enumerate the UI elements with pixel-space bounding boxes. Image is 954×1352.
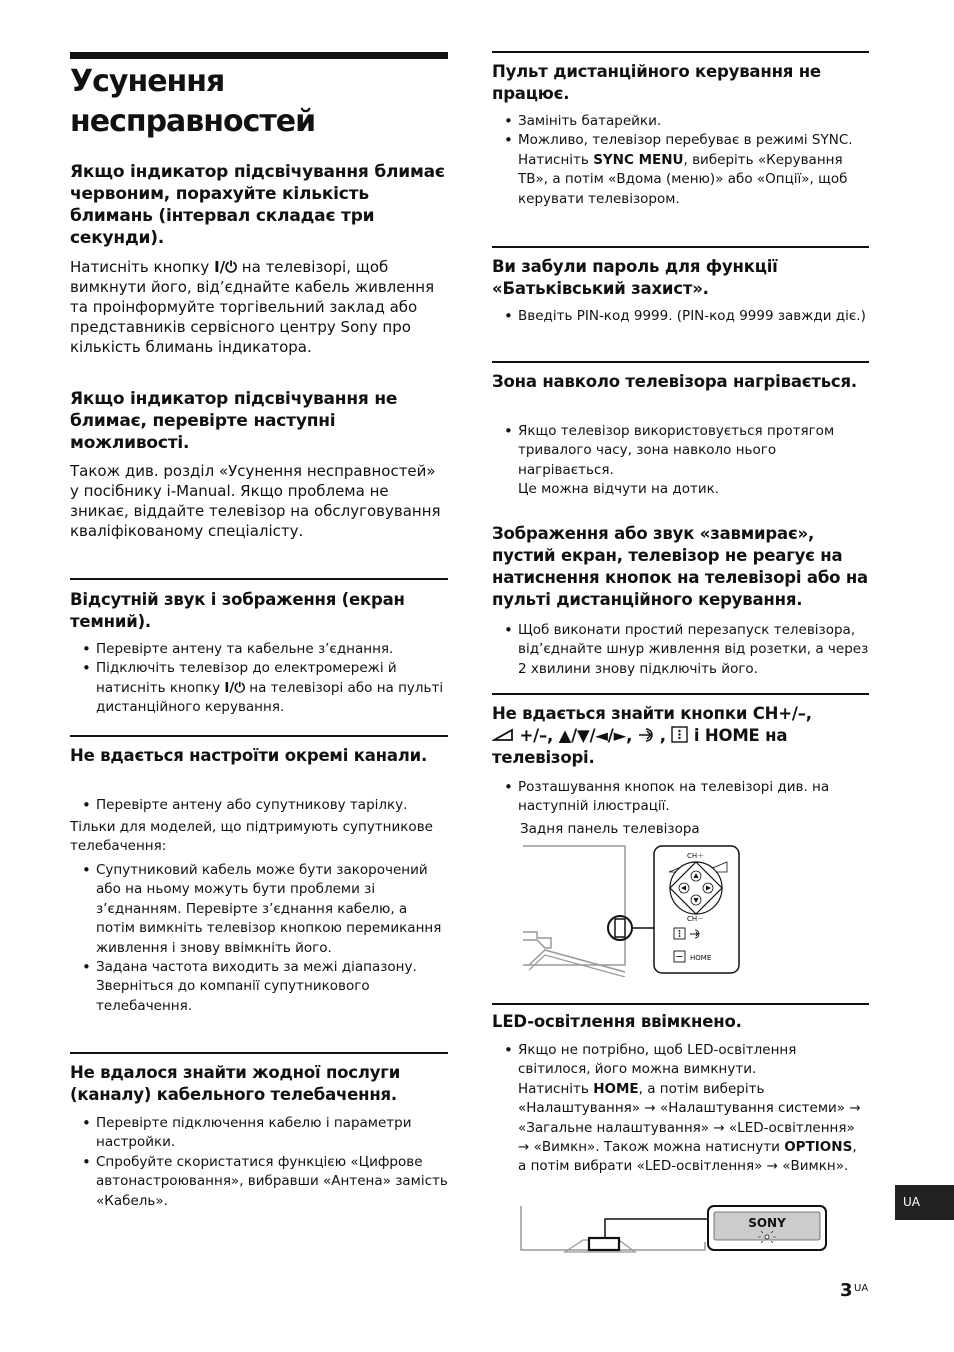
section-heading-cable: Не вдалося знайти жодної послуги (каналу) кабельного телебачення. bbox=[70, 1063, 401, 1104]
list-item: • Якщо телевізор використовується протягом тривалого часу, зона навколо нього нагрівається. Це можна відчути на дотик. bbox=[492, 422, 869, 500]
bullet-list-buttons bbox=[492, 778, 869, 817]
list-item: • Перевірте антену або супутникову тарілку. bbox=[70, 796, 448, 815]
list-item: • Спробуйте скористатися функцією «Цифрове автонастроювання», вибравши «Антена» замість «Кабель». bbox=[70, 1153, 448, 1211]
divider bbox=[70, 1052, 448, 1054]
input-icon bbox=[638, 727, 660, 743]
list-item: • Розташування кнопок на телевізорі див. на наступній ілюстрації. bbox=[492, 778, 869, 817]
diagram-caption: Задня панель телевізора bbox=[520, 821, 700, 837]
page-number: 3 bbox=[840, 1280, 853, 1301]
list-item: • Щоб виконати простий перезапуск телевізора, від’єднайте шнур живлення від розетки, а через 2 хвилини знову підключіть його. bbox=[492, 621, 869, 679]
power-symbol: I/⏻ bbox=[214, 258, 238, 276]
section-heading-no-sound: Відсутній звук і зображення (екран темний). bbox=[70, 590, 405, 631]
section-heading-password: Ви забули пароль для функції «Батьківський захист». bbox=[492, 257, 778, 298]
bullet-list-led bbox=[492, 1041, 869, 1177]
page-number-suffix: UA bbox=[854, 1283, 869, 1294]
divider bbox=[492, 51, 869, 53]
section-heading-remote: Пульт дистанційного керування не працює. bbox=[492, 62, 821, 103]
tv-rear-panel-diagram bbox=[515, 842, 745, 977]
title-rule bbox=[70, 52, 448, 59]
satellite-note: Тільки для моделей, що підтримують супутникове телебачення: bbox=[70, 819, 433, 855]
bullet-list-freeze bbox=[492, 621, 869, 679]
section-body-not-blinking: Також див. розділ «Усунення несправностей» у посібнику i-Manual. Якщо проблема не зникає, віддайте телевізор на обслуговування кваліфікованому спеціалісту. bbox=[70, 462, 441, 540]
bullet-list-password bbox=[492, 307, 869, 326]
bullet-list-satellite bbox=[70, 861, 448, 1016]
section-heading-blinking: Якщо індикатор підсвічування блимає червоним, порахуйте кількість блимань (інтервал складає три секунди). bbox=[70, 162, 445, 248]
home-label: HOME bbox=[690, 954, 712, 962]
list-item: • Замініть батарейки. bbox=[492, 112, 869, 131]
bullet-list-no-sound bbox=[70, 640, 448, 718]
list-item: • Можливо, телевізор перебуває в режимі SYNC. Натисніть SYNC MENU, виберіть «Керування ТВ», а потім «Вдома (меню)» або «Опції», щоб керувати телевізором. bbox=[492, 131, 869, 209]
bullet-list-channels bbox=[70, 796, 448, 815]
section-heading-heat: Зона навколо телевізора нагрівається. bbox=[492, 372, 857, 391]
list-item: • Супутниковий кабель може бути закорочений або на ньому можуть бути проблеми зі з’єднанням. Перевірте з’єднання кабелю, а потім вимкніть телевізор кнопкою перемикання живлення і знову ввімкніть його. bbox=[70, 861, 448, 958]
bullet-list-cable bbox=[70, 1114, 448, 1211]
divider bbox=[70, 578, 448, 580]
language-tab: UA bbox=[895, 1185, 954, 1220]
sony-logo: SONY bbox=[748, 1216, 786, 1230]
list-item: • Перевірте антену та кабельне з’єднання. bbox=[70, 640, 448, 659]
bullet-list-remote bbox=[492, 112, 869, 209]
ch-minus-label: CH－ bbox=[687, 915, 705, 923]
section-heading-freeze: Зображення або звук «завмирає», пустий екран, телевізор не реагує на натиснення кнопок на телевізорі або на пульті дистанційного керування. bbox=[492, 524, 868, 609]
menu-icon bbox=[671, 726, 688, 743]
list-item: • Задана частота виходить за межі діапазону. Зверніться до компанії супутникового телебачення. bbox=[70, 958, 448, 1016]
volume-icon bbox=[492, 728, 514, 742]
bullet-list-heat bbox=[492, 422, 869, 500]
list-item: • Введіть PIN-код 9999. (PIN-код 9999 завжди діє.) bbox=[492, 307, 869, 326]
section-body-blinking: Натисніть кнопку I/⏻ на телевізорі, щоб вимкнути його, від’єднайте кабель живлення та проінформуйте торгівельний заклад або представників сервісного центру Sony про кількість блимань індикатора. bbox=[70, 258, 435, 356]
section-heading-led: LED-освітлення ввімкнено. bbox=[492, 1012, 742, 1031]
divider bbox=[492, 1003, 869, 1005]
divider bbox=[492, 693, 869, 695]
ch-plus-label: CH＋ bbox=[687, 852, 705, 860]
divider bbox=[70, 735, 448, 737]
divider bbox=[492, 361, 869, 363]
list-item: • Перевірте підключення кабелю і параметри настройки. bbox=[70, 1114, 448, 1153]
list-item: • Підключіть телевізор до електромережі й натисніть кнопку I/⏻ на телевізорі або на пульті дистанційного керування. bbox=[70, 659, 448, 717]
section-heading-buttons: Не вдається знайти кнопки CH+/–, +/–, ▲/▼/◄/►, , і HOME на телевізорі. bbox=[492, 704, 812, 767]
page-title: Усунення несправностей bbox=[70, 64, 316, 139]
section-heading-channels: Не вдається настроїти окремі канали. bbox=[70, 746, 428, 765]
divider bbox=[492, 246, 869, 248]
section-heading-not-blinking: Якщо індикатор підсвічування не блимає, перевірте наступні можливості. bbox=[70, 389, 398, 453]
power-symbol: I/⏻ bbox=[224, 679, 245, 696]
tv-front-led-diagram bbox=[515, 1202, 835, 1258]
list-item: • Якщо не потрібно, щоб LED-освітлення світилося, його можна вимкнути. Натисніть HOME, а потім виберіть «Налаштування» → «Налаштування системи» → «Загальне налаштування» → «LED-освітлення» → «Вимкн». Також можна натиснути OPTIONS, а потім вибрати «LED-освітлення» → «Вимкн». bbox=[492, 1041, 869, 1177]
